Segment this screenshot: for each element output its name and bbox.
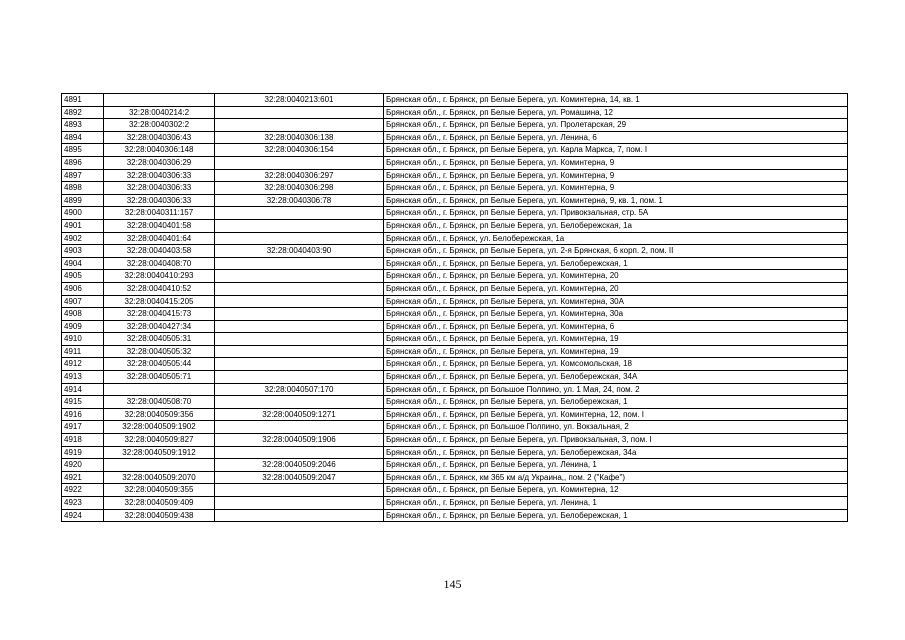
cadastral-number-cell — [104, 383, 215, 396]
row-number-cell: 4892 — [62, 106, 104, 119]
row-number-cell: 4921 — [62, 471, 104, 484]
cadastral-number-cell: 32:28:0040401:64 — [104, 232, 215, 245]
cadastral-number-cell: 32:28:0040509:1912 — [104, 446, 215, 459]
cadastral-object-number-cell — [215, 282, 384, 295]
row-number-cell: 4901 — [62, 219, 104, 232]
cadastral-object-number-cell — [215, 421, 384, 434]
cadastral-object-number-cell — [215, 484, 384, 497]
address-cell: Брянская обл., г. Брянск, рп Белые Берега, ул. Комсомольская, 18 — [384, 358, 848, 371]
row-number-cell: 4900 — [62, 207, 104, 220]
cadastral-object-number-cell: 32:28:0040507:170 — [215, 383, 384, 396]
cadastral-object-number-cell — [215, 257, 384, 270]
cadastral-object-number-cell — [215, 358, 384, 371]
cadastral-number-cell: 32:28:0040306:148 — [104, 144, 215, 157]
row-number-cell: 4916 — [62, 408, 104, 421]
cadastral-object-number-cell: 32:28:0040306:154 — [215, 144, 384, 157]
address-cell: Брянская обл., г. Брянск, рп Белые Берега, ул. Коминтерна, 12 — [384, 484, 848, 497]
cadastral-object-number-cell: 32:28:0040306:138 — [215, 131, 384, 144]
table-row — [62, 295, 848, 308]
address-cell: Брянская обл., г. Брянск, рп Белые Берега, ул. Коминтерна, 9, кв. 1, пом. 1 — [384, 194, 848, 207]
table-row — [62, 484, 848, 497]
registry-table — [61, 93, 848, 522]
cadastral-object-number-cell — [215, 106, 384, 119]
table-row — [62, 421, 848, 434]
row-number-cell: 4905 — [62, 270, 104, 283]
cadastral-object-number-cell — [215, 446, 384, 459]
table-row — [62, 333, 848, 346]
row-number-cell: 4907 — [62, 295, 104, 308]
address-cell: Брянская обл., г. Брянск, рп Белые Берега, ул. Коминтерна, 19 — [384, 345, 848, 358]
cadastral-object-number-cell — [215, 295, 384, 308]
table-row — [62, 497, 848, 510]
cadastral-number-cell: 32:28:0040509:1902 — [104, 421, 215, 434]
cadastral-object-number-cell: 32:28:0040306:297 — [215, 169, 384, 182]
cadastral-number-cell: 32:28:0040410:52 — [104, 282, 215, 295]
cadastral-number-cell: 32:28:0040505:44 — [104, 358, 215, 371]
address-cell: Брянская обл., г. Брянск, рп Белые Берега, ул. Коминтерна, 19 — [384, 333, 848, 346]
cadastral-number-cell: 32:28:0040509:827 — [104, 434, 215, 447]
address-cell: Брянская обл., г. Брянск, рп Белые Берега, ул. Ленина, 6 — [384, 131, 848, 144]
address-cell: Брянская обл., г. Брянск, рп Белые Берега, ул. Коминтерна, 9 — [384, 182, 848, 195]
cadastral-object-number-cell — [215, 320, 384, 333]
row-number-cell: 4909 — [62, 320, 104, 333]
address-cell: Брянская обл., г. Брянск, рп Белые Берега, ул. Коминтерна, 30а — [384, 308, 848, 321]
address-cell: Брянская обл., г. Брянск, км 365 км а/д Украина,, пом. 2 ("Кафе") — [384, 471, 848, 484]
row-number-cell: 4891 — [62, 94, 104, 107]
row-number-cell: 4903 — [62, 245, 104, 258]
address-cell: Брянская обл., г. Брянск, рп Большое Полпино, ул. Вокзальная, 2 — [384, 421, 848, 434]
address-cell: Брянская обл., г. Брянск, рп Белые Берега, ул. Ромашина, 12 — [384, 106, 848, 119]
address-cell: Брянская обл., г. Брянск, рп Белые Берега, ул. Привокзальная, 3, пом. I — [384, 434, 848, 447]
cadastral-object-number-cell — [215, 232, 384, 245]
cadastral-object-number-cell — [215, 119, 384, 132]
cadastral-number-cell: 32:28:0040509:409 — [104, 497, 215, 510]
row-number-cell: 4914 — [62, 383, 104, 396]
address-cell: Брянская обл., г. Брянск, рп Белые Берега, ул. Белобережская, 1 — [384, 396, 848, 409]
row-number-cell: 4924 — [62, 509, 104, 522]
table-row — [62, 446, 848, 459]
cadastral-object-number-cell: 32:28:0040403:90 — [215, 245, 384, 258]
table-row — [62, 106, 848, 119]
table-row — [62, 434, 848, 447]
cadastral-number-cell: 32:28:0040306:43 — [104, 131, 215, 144]
cadastral-object-number-cell: 32:28:0040213:601 — [215, 94, 384, 107]
address-cell: Брянская обл., г. Брянск, рп Белые Берега, ул. Белобережская, 1 — [384, 257, 848, 270]
table-row — [62, 282, 848, 295]
address-cell: Брянская обл., г. Брянск, рп Белые Берега, ул. Привокзальная, стр. 5А — [384, 207, 848, 220]
table-row — [62, 169, 848, 182]
row-number-cell: 4919 — [62, 446, 104, 459]
cadastral-object-number-cell — [215, 497, 384, 510]
table-row — [62, 308, 848, 321]
row-number-cell: 4917 — [62, 421, 104, 434]
cadastral-number-cell: 32:28:0040306:33 — [104, 194, 215, 207]
address-cell: Брянская обл., г. Брянск, рп Белые Берега, ул. Ленина, 1 — [384, 497, 848, 510]
row-number-cell: 4896 — [62, 156, 104, 169]
table-row — [62, 219, 848, 232]
row-number-cell: 4918 — [62, 434, 104, 447]
cadastral-number-cell: 32:28:0040306:29 — [104, 156, 215, 169]
row-number-cell: 4893 — [62, 119, 104, 132]
row-number-cell: 4923 — [62, 497, 104, 510]
address-cell: Брянская обл., г. Брянск, рп Белые Берега, ул. 2-я Брянская, 6 корп. 2, пом. II — [384, 245, 848, 258]
table-row — [62, 232, 848, 245]
row-number-cell: 4922 — [62, 484, 104, 497]
address-cell: Брянская обл., г. Брянск, рп Белые Берега, ул. Коминтерна, 9 — [384, 169, 848, 182]
address-cell: Брянская обл., г. Брянск, ул. Белобережская, 1а — [384, 232, 848, 245]
table-row — [62, 144, 848, 157]
address-cell: Брянская обл., г. Брянск, рп Белые Берега, ул. Коминтерна, 20 — [384, 270, 848, 283]
cadastral-number-cell: 32:28:0040427:34 — [104, 320, 215, 333]
table-row — [62, 119, 848, 132]
table-row — [62, 396, 848, 409]
cadastral-number-cell: 32:28:0040505:71 — [104, 371, 215, 384]
cadastral-object-number-cell — [215, 156, 384, 169]
registry-table-body — [62, 94, 848, 522]
cadastral-number-cell: 32:28:0040505:31 — [104, 333, 215, 346]
row-number-cell: 4920 — [62, 459, 104, 472]
table-row — [62, 131, 848, 144]
cadastral-object-number-cell: 32:28:0040509:2046 — [215, 459, 384, 472]
cadastral-object-number-cell — [215, 509, 384, 522]
table-row — [62, 371, 848, 384]
row-number-cell: 4915 — [62, 396, 104, 409]
cadastral-object-number-cell — [215, 270, 384, 283]
table-row — [62, 408, 848, 421]
table-row — [62, 320, 848, 333]
table-row — [62, 182, 848, 195]
cadastral-object-number-cell: 32:28:0040306:298 — [215, 182, 384, 195]
cadastral-number-cell: 32:28:0040508:70 — [104, 396, 215, 409]
cadastral-object-number-cell — [215, 308, 384, 321]
address-cell: Брянская обл., г. Брянск, рп Белые Берега, ул. Белобережская, 34а — [384, 446, 848, 459]
address-cell: Брянская обл., г. Брянск, рп Большое Полпино, ул. 1 Мая, 24, пом. 2 — [384, 383, 848, 396]
cadastral-object-number-cell — [215, 345, 384, 358]
address-cell: Брянская обл., г. Брянск, рп Белые Берега, ул. Белобережская, 1а — [384, 219, 848, 232]
table-row — [62, 245, 848, 258]
cadastral-object-number-cell — [215, 333, 384, 346]
cadastral-number-cell: 32:28:0040408:70 — [104, 257, 215, 270]
table-row — [62, 509, 848, 522]
row-number-cell: 4906 — [62, 282, 104, 295]
cadastral-number-cell: 32:28:0040311:157 — [104, 207, 215, 220]
address-cell: Брянская обл., г. Брянск, рп Белые Берега, ул. Коминтерна, 14, кв. 1 — [384, 94, 848, 107]
cadastral-number-cell: 32:28:0040401:58 — [104, 219, 215, 232]
cadastral-number-cell: 32:28:0040415:73 — [104, 308, 215, 321]
table-row — [62, 383, 848, 396]
cadastral-object-number-cell: 32:28:0040509:1906 — [215, 434, 384, 447]
cadastral-object-number-cell — [215, 396, 384, 409]
table-row — [62, 358, 848, 371]
cadastral-number-cell: 32:28:0040415:205 — [104, 295, 215, 308]
table-row — [62, 471, 848, 484]
row-number-cell: 4898 — [62, 182, 104, 195]
row-number-cell: 4895 — [62, 144, 104, 157]
table-row — [62, 207, 848, 220]
row-number-cell: 4908 — [62, 308, 104, 321]
row-number-cell: 4912 — [62, 358, 104, 371]
cadastral-number-cell: 32:28:0040509:356 — [104, 408, 215, 421]
table-row — [62, 257, 848, 270]
cadastral-object-number-cell — [215, 371, 384, 384]
cadastral-number-cell: 32:28:0040302:2 — [104, 119, 215, 132]
table-row — [62, 194, 848, 207]
address-cell: Брянская обл., г. Брянск, рп Белые Берега, ул. Пролетарская, 29 — [384, 119, 848, 132]
row-number-cell: 4904 — [62, 257, 104, 270]
address-cell: Брянская обл., г. Брянск, рп Белые Берега, ул. Ленина, 1 — [384, 459, 848, 472]
row-number-cell: 4899 — [62, 194, 104, 207]
cadastral-number-cell: 32:28:0040214:2 — [104, 106, 215, 119]
cadastral-number-cell — [104, 459, 215, 472]
cadastral-number-cell: 32:28:0040410:293 — [104, 270, 215, 283]
address-cell: Брянская обл., г. Брянск, рп Белые Берега, ул. Коминтерна, 6 — [384, 320, 848, 333]
row-number-cell: 4894 — [62, 131, 104, 144]
table-row — [62, 94, 848, 107]
page-number: 145 — [443, 577, 462, 591]
row-number-cell: 4902 — [62, 232, 104, 245]
address-cell: Брянская обл., г. Брянск, рп Белые Берега, ул. Карла Маркса, 7, пом. I — [384, 144, 848, 157]
address-cell: Брянская обл., г. Брянск, рп Белые Берега, ул. Белобережская, 34А — [384, 371, 848, 384]
cadastral-object-number-cell: 32:28:0040509:2047 — [215, 471, 384, 484]
cadastral-number-cell: 32:28:0040306:33 — [104, 169, 215, 182]
address-cell: Брянская обл., г. Брянск, рп Белые Берега, ул. Коминтерна, 12, пом. I — [384, 408, 848, 421]
cadastral-number-cell: 32:28:0040509:355 — [104, 484, 215, 497]
cadastral-number-cell — [104, 94, 215, 107]
table-row — [62, 156, 848, 169]
row-number-cell: 4897 — [62, 169, 104, 182]
table-row — [62, 459, 848, 472]
cadastral-number-cell: 32:28:0040403:58 — [104, 245, 215, 258]
cadastral-number-cell: 32:28:0040306:33 — [104, 182, 215, 195]
address-cell: Брянская обл., г. Брянск, рп Белые Берега, ул. Коминтерна, 30А — [384, 295, 848, 308]
cadastral-object-number-cell — [215, 219, 384, 232]
row-number-cell: 4913 — [62, 371, 104, 384]
table-row — [62, 270, 848, 283]
cadastral-number-cell: 32:28:0040509:438 — [104, 509, 215, 522]
cadastral-object-number-cell: 32:28:0040509:1271 — [215, 408, 384, 421]
address-cell: Брянская обл., г. Брянск, рп Белые Берега, ул. Коминтерна, 9 — [384, 156, 848, 169]
address-cell: Брянская обл., г. Брянск, рп Белые Берега, ул. Белобережская, 1 — [384, 509, 848, 522]
address-cell: Брянская обл., г. Брянск, рп Белые Берега, ул. Коминтерна, 20 — [384, 282, 848, 295]
cadastral-number-cell: 32:28:0040505:32 — [104, 345, 215, 358]
row-number-cell: 4910 — [62, 333, 104, 346]
cadastral-number-cell: 32:28:0040509:2070 — [104, 471, 215, 484]
table-row — [62, 345, 848, 358]
cadastral-object-number-cell — [215, 207, 384, 220]
row-number-cell: 4911 — [62, 345, 104, 358]
cadastral-object-number-cell: 32:28:0040306:78 — [215, 194, 384, 207]
